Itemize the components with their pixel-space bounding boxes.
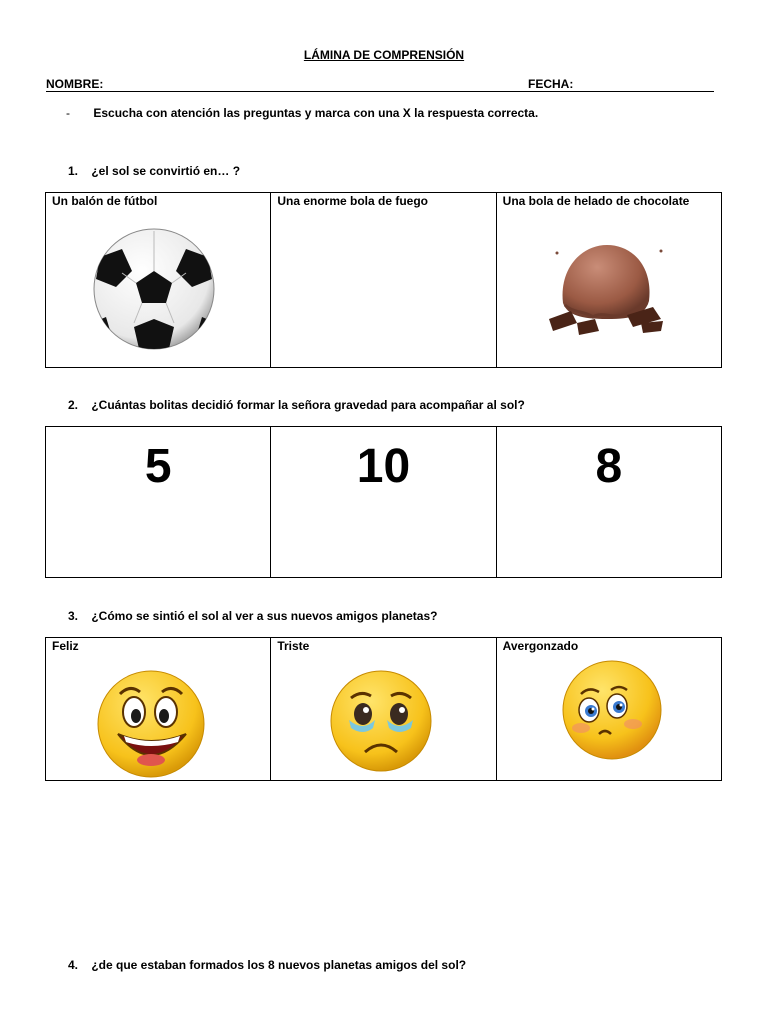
question-number: 3.	[68, 609, 79, 623]
question-4	[68, 958, 466, 972]
question-text: ¿Cómo se sintió el sol al ver a sus nuevos amigos planetas?	[91, 609, 438, 623]
instruction-text: Escucha con atención las preguntas y marca con una X la respuesta correcta.	[93, 106, 539, 120]
option-label: Triste	[277, 639, 310, 653]
name-label: NOMBRE:	[46, 77, 104, 91]
option-number: 10	[356, 440, 411, 493]
option-label: Feliz	[52, 639, 79, 653]
question-3	[68, 609, 437, 623]
soccer-ball-icon	[92, 227, 216, 351]
question-text: ¿de que estaban formados los 8 nuevos planetas amigos del sol?	[91, 958, 467, 972]
option-label: Avergonzado	[502, 639, 579, 653]
option-cell[interactable]	[271, 193, 496, 368]
option-cell[interactable]	[46, 638, 271, 781]
crying-face-icon	[329, 668, 433, 774]
chocolate-ice-cream-icon	[541, 231, 671, 343]
question-2	[68, 398, 525, 412]
option-label: Un balón de fútbol	[52, 194, 158, 208]
option-cell[interactable]	[271, 638, 496, 781]
page-title: LÁMINA DE COMPRENSIÓN	[303, 48, 465, 62]
date-label: FECHA:	[528, 77, 574, 91]
answer-table-2	[45, 426, 722, 578]
option-cell[interactable]	[271, 427, 496, 578]
question-number: 1.	[68, 164, 79, 178]
question-text: ¿Cuántas bolitas decidió formar la señora gravedad para acompañar al sol?	[91, 398, 525, 412]
option-cell[interactable]	[46, 427, 271, 578]
answer-table-3	[45, 637, 722, 781]
option-number: 5	[144, 440, 172, 493]
option-cell[interactable]	[496, 638, 721, 781]
question-number: 4.	[68, 958, 79, 972]
instruction-bullet: -	[66, 106, 70, 120]
name-date-line	[46, 77, 714, 92]
happy-face-icon	[96, 668, 206, 780]
instruction	[66, 106, 538, 120]
embarrassed-face-icon	[561, 658, 663, 762]
option-label: Una enorme bola de fuego	[277, 194, 429, 208]
option-cell[interactable]	[46, 193, 271, 368]
option-cell[interactable]	[496, 427, 721, 578]
answer-table-1	[45, 192, 722, 368]
option-label: Una bola de helado de chocolate	[502, 194, 690, 208]
question-number: 2.	[68, 398, 79, 412]
option-cell[interactable]	[496, 193, 721, 368]
question-1	[68, 164, 240, 178]
question-text: ¿el sol se convirtió en… ?	[91, 164, 241, 178]
option-number: 8	[595, 440, 623, 493]
